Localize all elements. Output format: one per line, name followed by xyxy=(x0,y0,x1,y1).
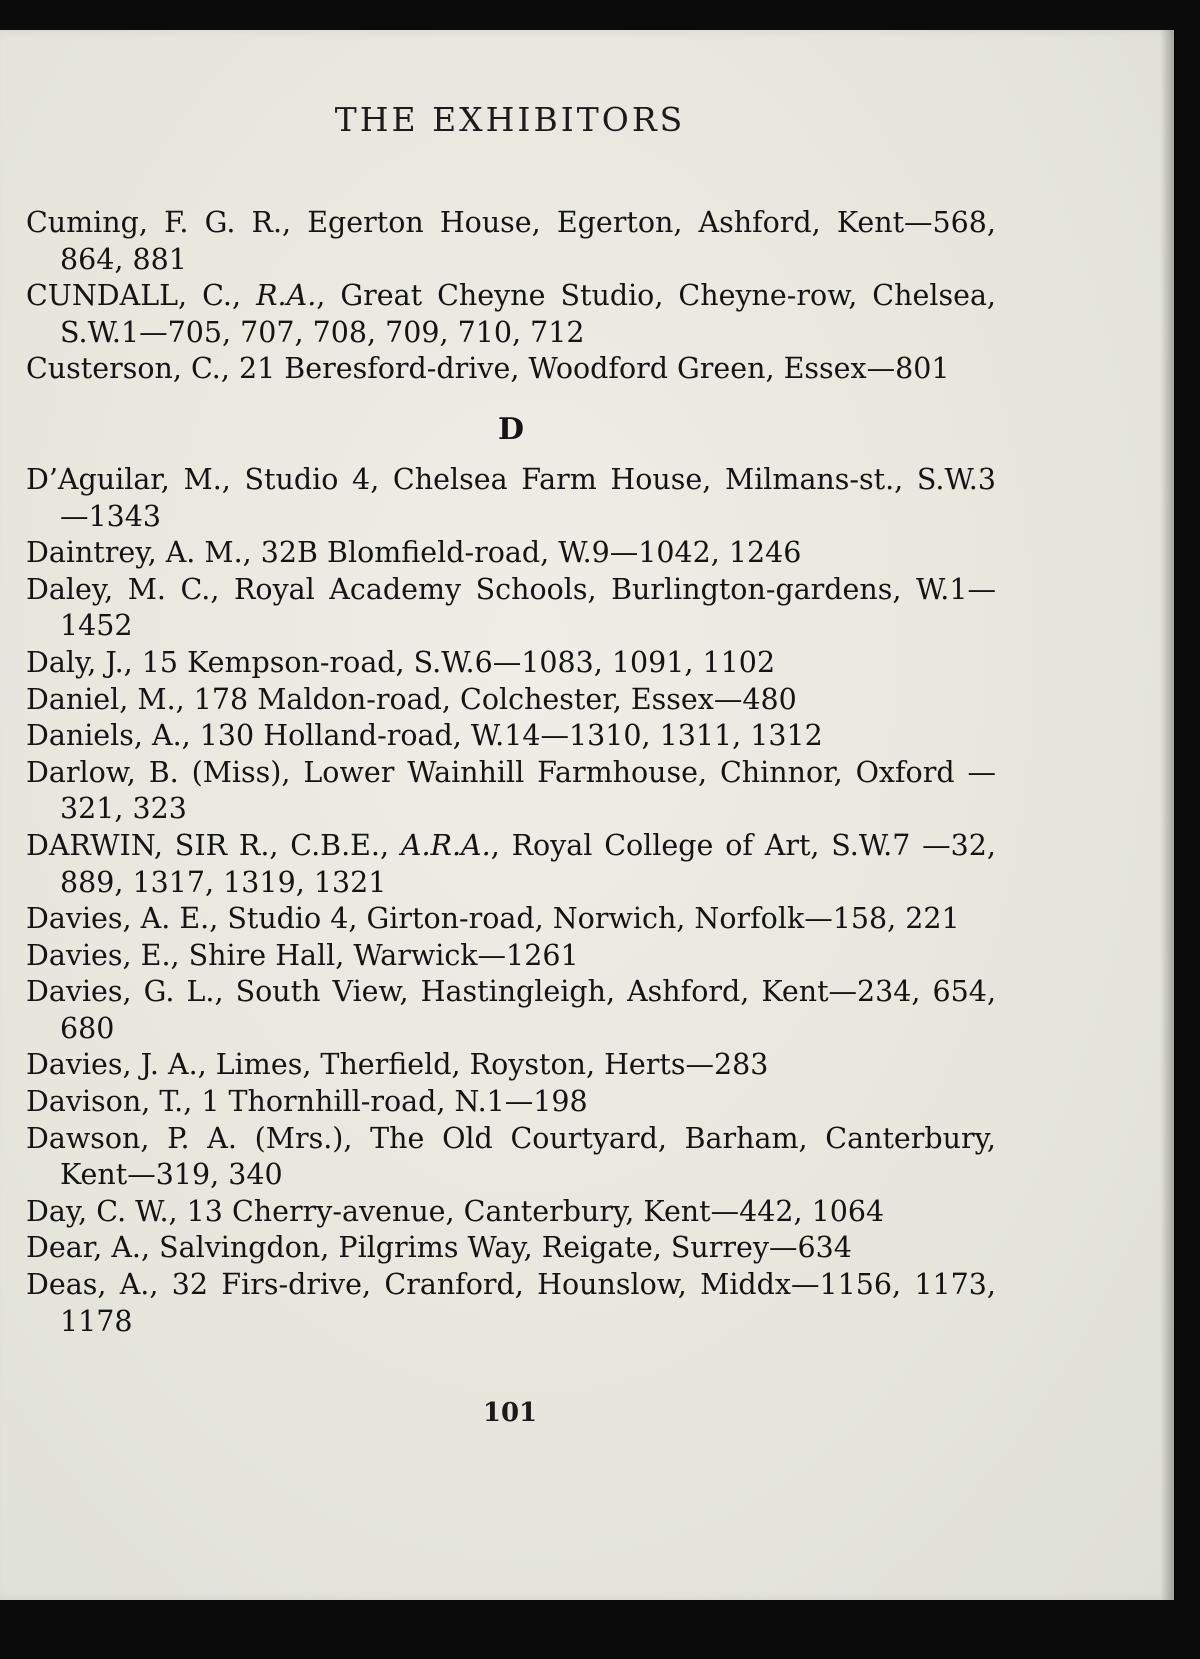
list-item: Davison, T., 1 Thornhill-road, N.1—198 xyxy=(26,1085,588,1119)
list-item: Daly, J., 15 Kempson-road, S.W.6—1083, 1091, 1102 xyxy=(26,645,776,679)
list-item: Cuming, F. G. R., Egerton House, Egerton, Ashford, Kent—568, 864, 881 xyxy=(26,206,996,276)
list-item: Dear, A., Salvingdon, Pilgrims Way, Reigate, Surrey—634 xyxy=(26,1231,852,1265)
list-item: Davies, G. L., South View, Hastingleigh, Ashford, Kent—234, 654, 680 xyxy=(26,975,996,1045)
list-item: Deas, A., 32 Firs-drive, Cranford, Hounslow, Middx—1156, 1173, 1178 xyxy=(26,1268,996,1338)
entry-honour: A.R.A. xyxy=(400,828,491,862)
list-item: Davies, E., Shire Hall, Warwick—1261 xyxy=(26,938,579,972)
list-item: Darlow, B. (Miss), Lower Wainhill Farmhouse, Chinnor, Oxford —321, 323 xyxy=(26,755,996,826)
list-item: Dawson, P. A. (Mrs.), The Old Courtyard, Barham, Canterbury, Kent—319, 340 xyxy=(26,1121,996,1192)
entry-honour: R.A. xyxy=(256,279,317,313)
list-item: Custerson, C., 21 Beresford-drive, Woodford Green, Essex—801 xyxy=(26,352,950,386)
list-item: Davies, A. E., Studio 4, Girton-road, Norwich, Norfolk—158, 221 xyxy=(26,902,960,936)
list-item: D’Aguilar, M., Studio 4, Chelsea Farm House, Milmans-st., S.W.3 —1343 xyxy=(26,462,996,533)
gutter-shadow xyxy=(1160,30,1176,1600)
section-letter: D xyxy=(497,411,524,447)
entries-c-section xyxy=(26,205,996,388)
entry-text: DARWIN, SIR R., C.B.E., xyxy=(26,828,401,862)
entry-text: CUNDALL, C., xyxy=(26,279,257,313)
entries-d-section xyxy=(26,462,996,1340)
list-item: Davies, J. A., Limes, Therfield, Royston, Herts—283 xyxy=(26,1048,769,1082)
exhibitor-list xyxy=(26,205,996,1340)
entry-text: , Royal College of Art, S.W.7 —32, 889, 1317, 1319, 1321 xyxy=(60,828,996,899)
list-item: Daniels, A., 130 Holland-road, W.14—1310, 1311, 1312 xyxy=(26,719,823,753)
list-item: Daley, M. C., Royal Academy Schools, Burlington-gardens, W.1— 1452 xyxy=(26,572,996,643)
list-item: Day, C. W., 13 Cherry-avenue, Canterbury, Kent—442, 1064 xyxy=(26,1194,885,1228)
list-item xyxy=(26,278,996,351)
list-item xyxy=(26,828,996,901)
page-number: 101 xyxy=(482,1398,538,1428)
list-item: Daniel, M., 178 Maldon-road, Colchester, Essex—480 xyxy=(26,682,797,716)
entry-text: , Great Cheyne Studio, Cheyne-row, Chelsea, S.W.1—705, 707, 708, 709, 710, 712 xyxy=(60,279,996,349)
running-header: THE EXHIBITORS xyxy=(334,100,686,139)
list-item: Daintrey, A. M., 32B Blomfield-road, W.9—1042, 1246 xyxy=(26,536,802,570)
